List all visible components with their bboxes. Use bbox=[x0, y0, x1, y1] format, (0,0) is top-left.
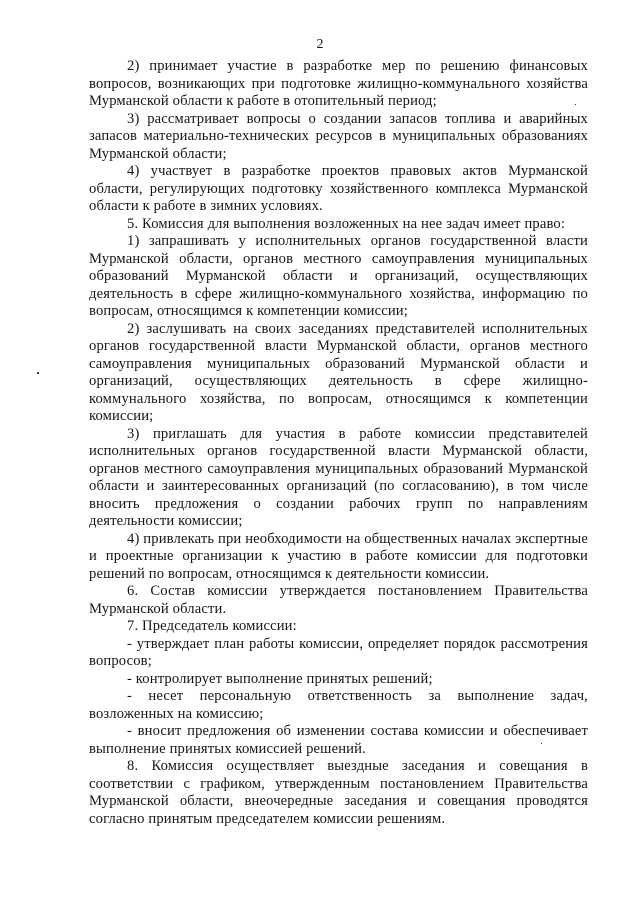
paragraph-7-bullet-2: - контролирует выполнение принятых решений; bbox=[127, 670, 433, 687]
paragraph-7-bullet-4: - вносит предложения об изменении состава комиссии и обеспечивает выполнение принятых комиссией решений. bbox=[89, 723, 588, 757]
paragraph-5: 5. Комиссия для выполнения возложенных на нее задач имеет право: bbox=[127, 215, 566, 232]
paragraph-8: 8. Комиссия осуществляет выездные заседания и совещания в соответствии с графиком, утвержденным постановлением Правительства Мурманской области, внеочередные заседания и совещания проводятся согласно принятым председателем комиссии решениям. bbox=[89, 758, 588, 827]
paragraph-2-1: 2) принимает участие в разработке мер по решению финансовых вопросов, возникающих при подготовке жилищно-коммунального хозяйства Мурманской области к работе в отопительный период; bbox=[89, 58, 588, 109]
paragraph-7-bullet-3: - несет персональную ответственность за выполнение задач, возложенных на комиссию; bbox=[89, 688, 588, 722]
paragraph-5-3: 3) приглашать для участия в работе комиссии представителей исполнительных органов государственной власти Мурманской области, органов местного самоуправления муниципальных образований Мурманской области и заинтересованных организаций (по согласованию), в том числе вносить предложения о создании рабочих групп по направлениям деятельности комиссии; bbox=[89, 425, 588, 529]
paragraph-7-bullet-1: - утверждает план работы комиссии, определяет порядок рассмотрения вопросов; bbox=[89, 635, 588, 669]
paragraph-5-1: 1) запрашивать у исполнительных органов государственной власти Мурманской области, органов местного самоуправления муниципальных образований Мурманской области и организаций, осуществляющих деятельность в сфере жилищно-коммунального хозяйства, информацию по вопросам, относящимся к компетенции комиссии; bbox=[89, 233, 588, 319]
scan-speck bbox=[37, 372, 39, 374]
page-number: 2 bbox=[316, 37, 324, 52]
paragraph-5-4: 4) привлекать при необходимости на общественных началах экспертные и проектные организации к участию в работе комиссии для подготовки решений по вопросам, относящимся к деятельности комиссии. bbox=[89, 530, 588, 582]
scan-speck bbox=[575, 104, 576, 105]
body-text bbox=[89, 58, 588, 828]
paragraph-7: 7. Председатель комиссии: bbox=[127, 618, 297, 634]
paragraph-2-2: 3) рассматривает вопросы о создании запасов топлива и аварийных запасов материально-технических ресурсов в муниципальных образованиях Мурманской области; bbox=[89, 110, 588, 162]
paragraph-6: 6. Состав комиссии утверждается постановлением Правительства Мурманской области. bbox=[89, 583, 588, 617]
paragraph-2-3: 4) участвует в разработке проектов правовых актов Мурманской области, регулирующих подготовку хозяйственного комплекса Мурманской области к работе в зимних условиях. bbox=[89, 163, 588, 214]
scan-speck bbox=[541, 743, 542, 744]
paragraph-5-2: 2) заслушивать на своих заседаниях представителей исполнительных органов государственной власти Мурманской области, органов местного самоуправления муниципальных образований Мурманской области и организаций, осуществляющих деятельность в сфере жилищно-коммунального хозяйства, по вопросам, относящимся к компетенции комиссии; bbox=[89, 320, 588, 424]
